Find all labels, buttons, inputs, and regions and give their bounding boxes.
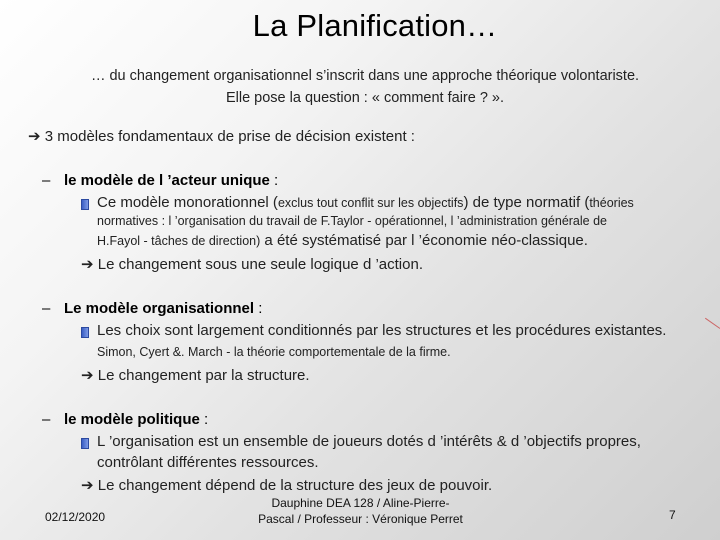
section-2-title: Le modèle organisationnel [64, 300, 255, 317]
section-3-colon: : [199, 411, 209, 428]
intro-line-1: … du changement organisationnel s’inscrit dans une approche théorique volontariste. [90, 68, 640, 84]
right-arrow-icon: ➔ [81, 367, 94, 384]
page-number: 7 [669, 508, 676, 522]
section-3-title: le modèle politique [64, 411, 200, 428]
section-3-heading [42, 411, 208, 428]
footer-date: 02/12/2020 [45, 510, 106, 524]
footer-center [238, 495, 483, 527]
square-bullet-icon [81, 438, 89, 449]
section-1-heading [42, 172, 278, 189]
right-arrow-icon: ➔ [28, 128, 41, 145]
section-1-line-1: Ce modèle monorationnel (exclus tout conflit sur les objectifs) de type normatif (théories [97, 194, 634, 211]
dash-marker: – [42, 172, 51, 189]
square-bullet-icon [81, 199, 89, 210]
decorative-line [705, 318, 720, 329]
lead-text: 3 modèles fondamentaux de prise de décision existent : [44, 128, 415, 145]
square-bullet-icon [81, 327, 89, 338]
section-2-line-2: Simon, Cyert &. March - la théorie comportementale de la firme. [97, 345, 451, 359]
right-arrow-icon: ➔ [81, 256, 94, 273]
right-arrow-icon: ➔ [81, 477, 94, 494]
section-2-line-1: Les choix sont largement conditionnés par les structures et les procédures existantes. [97, 322, 667, 339]
footer-center-line-2: Pascal / Professeur : Véronique Perret [258, 512, 463, 526]
slide-title: La Planification… [252, 8, 498, 43]
section-1-colon: : [269, 172, 279, 189]
section-1-conclusion: ➔ Le changement sous une seule logique d ’action. [81, 256, 423, 273]
section-1-title: le modèle de l ’acteur unique [64, 172, 270, 189]
dash-marker: – [42, 300, 51, 317]
dash-marker: – [42, 411, 51, 428]
intro-text [0, 65, 720, 109]
section-2-colon: : [254, 300, 263, 317]
section-2-conclusion: ➔ Le changement par la structure. [81, 367, 310, 384]
intro-line-2: Elle pose la question : « comment faire ? ». [225, 90, 505, 106]
section-2-heading [42, 300, 262, 317]
section-3-line-2: contrôlant différentes ressources. [97, 454, 319, 471]
footer-center-line-1: Dauphine DEA 128 / Aline-Pierre- [271, 496, 450, 510]
section-3-line-1: L ’organisation est un ensemble de joueurs dotés d ’intérêts & d ’objectifs propres, [97, 433, 641, 450]
section-1-line-2: normatives : l ’organisation du travail de F.Taylor - opérationnel, l ’administration générale de [97, 214, 607, 228]
section-3-conclusion: ➔ Le changement dépend de la structure des jeux de pouvoir. [81, 477, 493, 494]
section-1-line-3: H.Fayol - tâches de direction) a été systématisé par l ’économie néo-classique. [97, 232, 588, 249]
lead-line [28, 127, 415, 145]
